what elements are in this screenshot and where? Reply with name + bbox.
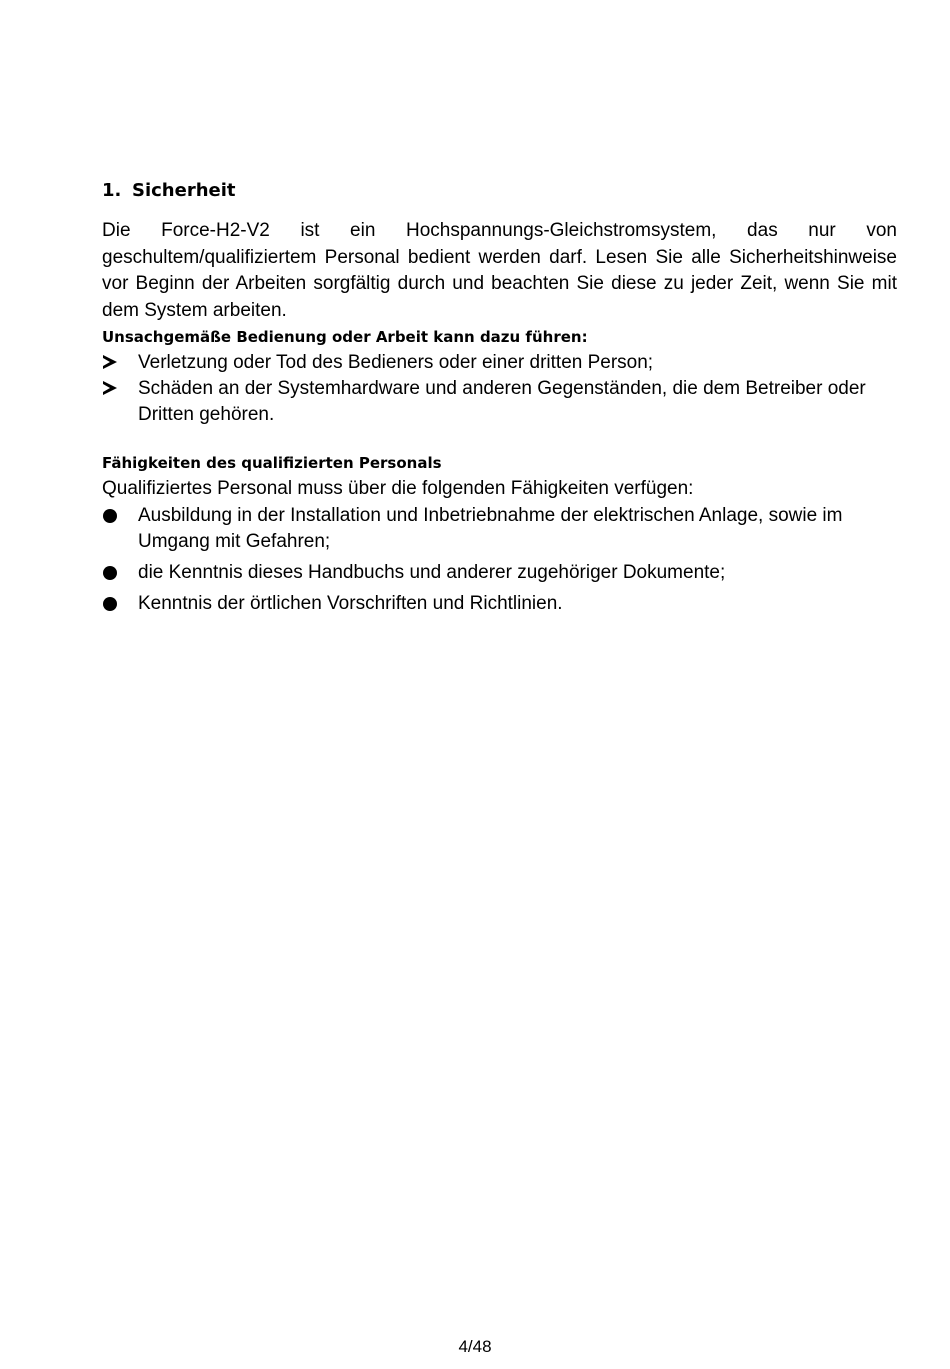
qualified-intro: Qualifiziertes Personal muss über die folgenden Fähigkeiten verfügen: <box>102 478 694 499</box>
section-heading <box>102 178 897 204</box>
filled-circle-bullet-icon <box>103 566 117 580</box>
arrowhead-bullet-icon <box>103 381 117 395</box>
qualified-heading: Fähigkeiten des qualifizierten Personals <box>102 454 442 472</box>
list-item <box>102 560 897 586</box>
filled-circle-bullet-icon <box>103 509 117 523</box>
arrowhead-bullet-icon <box>103 355 117 369</box>
qualified-item-text: die Kenntnis dieses Handbuchs und anderer zugehöriger Dokumente; <box>138 561 726 583</box>
section-number: 1. <box>102 180 122 201</box>
page-number: 4/48 <box>458 1337 492 1356</box>
section-title: Sicherheit <box>132 180 236 201</box>
list-item <box>102 503 897 555</box>
intro-paragraph: Die Force-H2-V2 ist ein Hochspannungs-Gleichstromsystem, das nur von geschultem/qualifiziertem Personal bedient werden darf. Lesen Sie alle Sicherheitshinweise vor Beginn der Arbeiten sorgfältig durch und beachten Sie diese zu jeder Zeit, wenn Sie mit dem System arbeiten. <box>102 220 897 321</box>
page-content <box>102 178 897 622</box>
qualified-list <box>102 503 897 617</box>
filled-circle-bullet-icon <box>103 597 117 611</box>
warning-item-text: Schäden an der Systemhardware und anderen Gegenständen, die dem Betreiber oder Dritten gehören. <box>138 378 866 425</box>
list-item <box>102 376 897 428</box>
list-item <box>102 350 897 376</box>
qualified-item-text: Kenntnis der örtlichen Vorschriften und Richtlinien. <box>138 592 563 614</box>
list-item <box>102 591 897 617</box>
warning-item-text: Verletzung oder Tod des Bedieners oder einer dritten Person; <box>138 352 654 373</box>
qualified-item-text: Ausbildung in der Installation und Inbetriebnahme der elektrischen Anlage, sowie im Umgang mit Gefahren; <box>138 504 843 552</box>
warning-list <box>102 350 897 428</box>
warning-heading: Unsachgemäße Bedienung oder Arbeit kann dazu führen: <box>102 328 588 346</box>
